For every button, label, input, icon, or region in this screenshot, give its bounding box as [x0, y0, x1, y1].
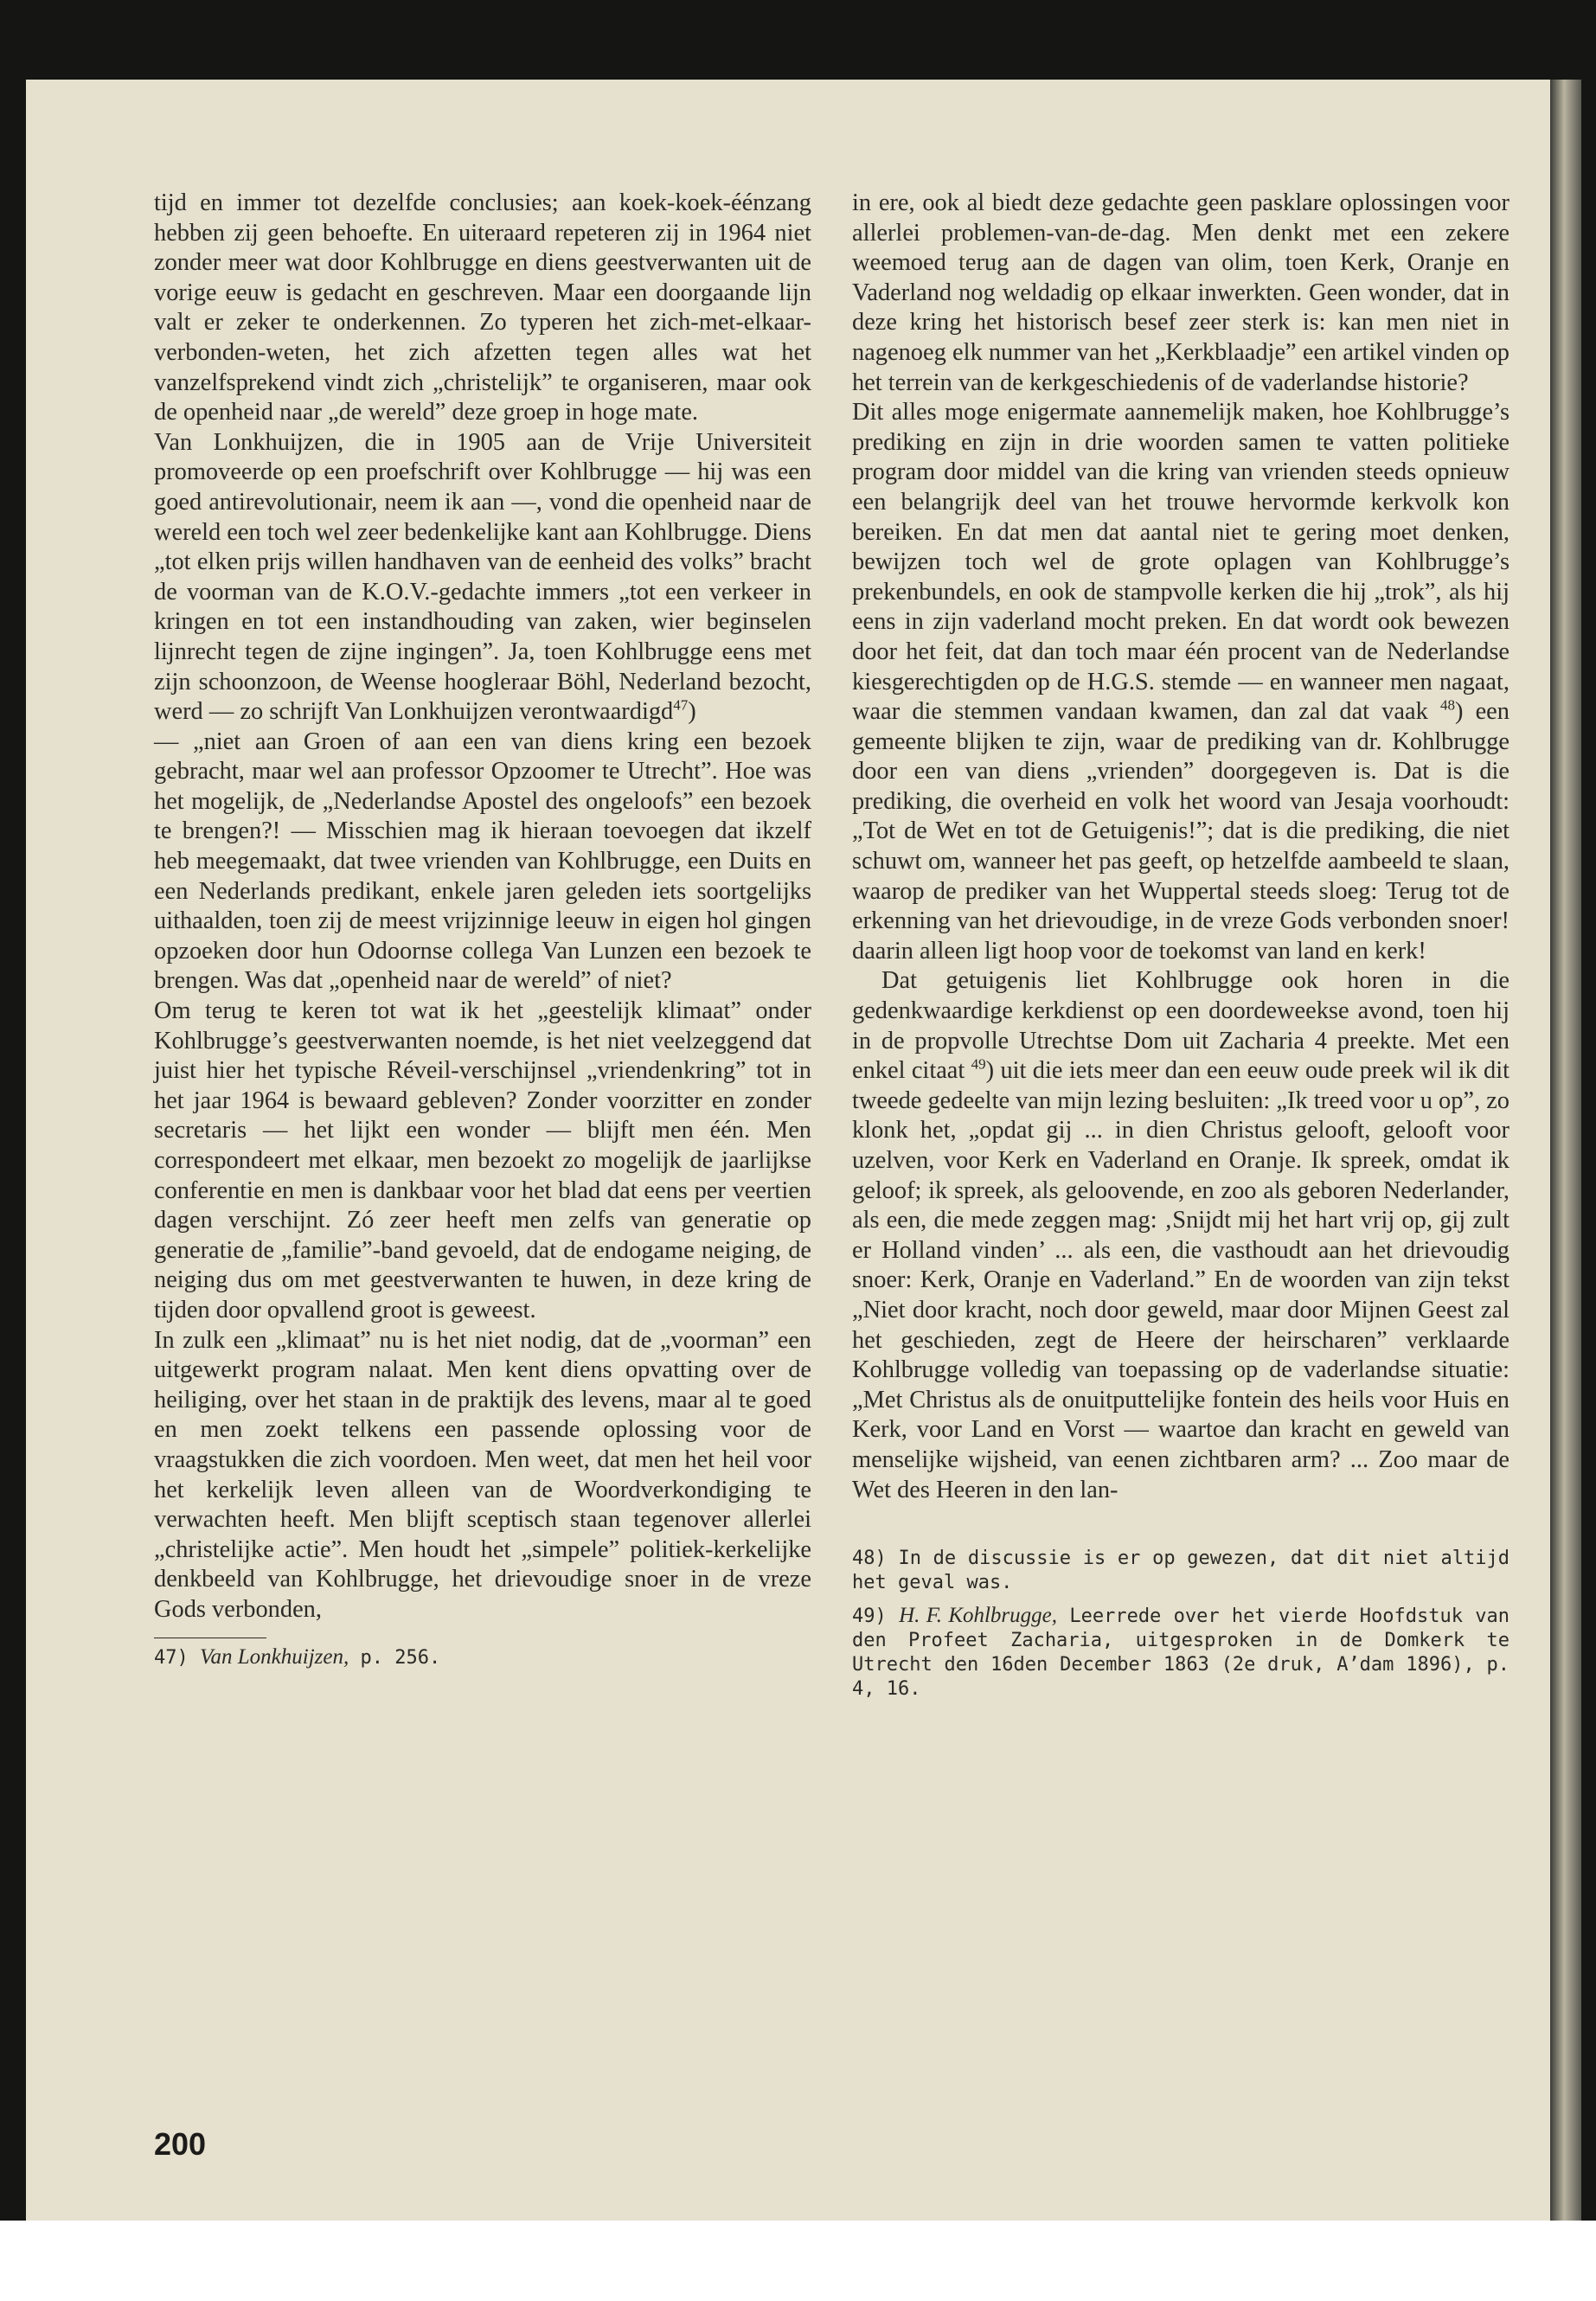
left-column	[154, 189, 811, 1670]
footnote-text: p. 256.	[360, 1646, 441, 1669]
paragraph	[852, 966, 1509, 1505]
footnote-ref-48: 48	[1439, 696, 1455, 714]
paragraph-text: Van Lonkhuijzen, die in 1905 aan de Vrije Universiteit promoveerde op een proefschrift over Kohlbrugge — hij was een goed antirevolutionair, neem ik aan —, vond die openheid naar de wereld een toch wel zeer bedenkelijke kant aan Kohlbrugge. Diens „tot elken prijs willen handhaven van de eenheid des volks” bracht de voorman van de K.O.V.-gedachte immers „tot een verkeer in kringen en tot een instandhouding van zaken, wier beginselen lijnrecht tegen de zijne ingingen”. Ja, toen Kohlbrugge eens met zijn schoonzoon, de Weense hoogleraar Böhl, Nederland bezocht, werd — zo schrijft Van Lonkhuijzen verontwaardigd	[154, 428, 811, 726]
footnote-ref-49: 49	[971, 1055, 986, 1073]
footnote-ref-47: 47	[673, 696, 689, 714]
right-column	[852, 189, 1509, 1710]
paragraph-text: Dat getuigenis liet Kohlbrugge ook horen in die gedenkwaardige kerkdienst op een doordeweekse avond, toen hij in de propvolle Utrechtse Dom uit Zacharia 4 preekte. Met een enkel citaat	[852, 967, 1509, 1085]
paragraph: Van Lonkhuijzen, die in 1905 aan de Vrije Universiteit promoveerde op een proefschrift over Kohlbrugge — hij was een goed antirevolutionair, neem ik aan —, vond die openheid naar de wereld een toch wel zeer bedenkelijke kant aan Kohlbrugge. Diens „tot elken prijs willen handhaven van de eenheid des volks” bracht de voorman van de K.O.V.-gedachte immers „tot een verkeer in kringen en tot een instandhouding van zaken, wier beginselen lijnrecht tegen de zijne ingingen”. Ja, toen Kohlbrugge eens met zijn schoonzoon, de Weense hoogleraar Böhl, Nederland bezocht, werd — zo schrijft Van Lonkhuijzen verontwaardigd$^{47}$)	[154, 428, 811, 726]
footnote-47	[154, 1645, 811, 1670]
paragraph-text: ) uit die iets meer dan een eeuw oude preek wil ik dit tweede gedeelte van mijn lezing besluiten: „Ik treed voor u op”, zo klonk het, „opdat gij ... in dien Christus gelooft, gelooft voor uzelven, voor Kerk en Vaderland en Oranje. Ik spreek, omdat ik geloof; ik spreek, als geloovende, en zoo als geboren Nederlander, als een, die mede zeggen mag: ‚Snijdt mij het hart vrij op, gij zult er Holland vinden’ ... als een, die vasthoudt aan het drievoudig snoer: Kerk, Oranje en Vaderland.” En de woorden van zijn tekst „Niet door kracht, noch door geweld, maar door Mijnen Geest zal het geschieden, zegt de Heere der heirscharen” verklaarde Kohlbrugge volledig van toepassing op de vaderlandse situatie: „Met Christus als de onuitputtelijke fontein des heils voor Huis en Kerk, voor Land en Vorst — waartoe dan kracht en geweld van menselijke wijsheid, van eenen zichtbaren arm? ... Zoo maar de Wet des Heeren in den lan-	[852, 1057, 1510, 1503]
footnote-49	[852, 1604, 1509, 1702]
paragraph: Om terug te keren tot wat ik het „geestelijk klimaat” onder Kohlbrugge’s geestverwanten noemde, is het niet veelzeggend dat juist hier het typische Réveil-verschijnsel „vriendenkring” tot in het jaar 1964 is bewaard gebleven? Zonder voorzitter en zonder secretaris — het lijkt een wonder — blijft men één. Men correspondeert met elkaar, men bezoekt zo mogelijk de jaarlijkse conferentie en men is dankbaar voor het blad dat eens per veertien dagen verschijnt. Zó zeer heeft men zelfs van generatie op generatie de „familie”-band gevoeld, dat de endogame neiging, de neiging dus om met geestverwanten te huwen, in deze kring de tijden door opvallend groot is geweest.	[154, 997, 811, 1324]
scan-margin	[0, 2221, 1596, 2301]
footnote-48	[852, 1547, 1509, 1595]
page-edge	[1550, 80, 1581, 2221]
paragraph-text: ) een gemeente blijken te zijn, waar de prediking van dr. Kohlbrugge door een van diens „vrienden” doorgegeven is. Dat is die prediking, die overheid en volk het woord van Jesaja voorhoudt: „Tot de Wet en tot de Getuigenis!”; dat is die prediking, die niet schuwt om, wanneer het pas geeft, op hetzelfde aambeeld te slaan, waarop de prediker van het Wuppertal steeds sloeg: Terug tot de erkenning van het drievoudige, in de vreze Gods verbonden snoer! daarin alleen ligt hoop voor de toekomst van land en kerk!	[852, 698, 1509, 965]
footnote-number: 48)	[852, 1548, 887, 1570]
footnote-text: Leerrede over het vierde Hoofdstuk van den Profeet Zacharia, uitgesproken in de Domkerk te Utrecht den 16den December 1863 (2e druk, A’dam 1896), p. 4, 16.	[852, 1606, 1509, 1701]
footnote-number: 47)	[154, 1646, 189, 1669]
paragraph: In zulk een „klimaat” nu is het niet nodig, dat de „voorman” een uitgewerkt program nalaat. Men kent diens opvatting over de heiliging, over het staan in de praktijk des levens, maar al te goed en men zoekt telkens een passende oplossing voor de vraagstukken die zich voordoen. Men weet, dat men het heil voor het kerkelijk leven alleen van de Woordverkondiging te verwachten heeft. Men blijft sceptisch staan tegenover allerlei „christelijke actie”. Men houdt het „simpele” politiek-kerkelijke denkbeeld van Kohlbrugge, het drievoudige snoer in de vreze Gods verbonden,	[154, 1326, 811, 1623]
footnotes	[852, 1547, 1509, 1702]
page-number: 200	[154, 2126, 207, 2162]
footnote-author: H. F. Kohlbrugge,	[899, 1604, 1058, 1628]
paragraph-text: Dit alles moge enigermate aannemelijk maken, hoe Kohlbrugge’s prediking en zijn in drie woorden samen te vatten politieke program door middel van die kring van vrienden steeds opnieuw een belangrijk deel van het trouwe hervormde kerkvolk kon bereiken. En dat men dat aantal niet te gering moet denken, bewijzen toch wel de grote oplagen van Kohlbrugge’s prekenbundels, en ook de stampvolle kerken die hij „trok”, als hij eens in zijn vaderland mocht preken. En dat wordt ook bewezen door het feit, dat dan toch maar één procent van de Nederlandse kiesgerechtigden op de H.G.S. stemde — en wanneer men nagaat, waar die stemmen vandaan kwamen, dan zal dat vaak	[852, 399, 1509, 726]
footnote-number: 49)	[852, 1606, 887, 1628]
paragraph	[852, 398, 1509, 966]
footnote-text: In de discussie is er op gewezen, dat dit niet altijd het geval was.	[852, 1548, 1509, 1594]
paragraph: in ere, ook al biedt deze gedachte geen pasklare oplossingen voor allerlei problemen-van-de-dag. Men denkt met een zekere weemoed terug aan de dagen van olim, toen Kerk, Oranje en Vaderland nog weldadig op elkaar inwerkten. Geen wonder, dat in deze kring het historisch besef zeer sterk is: kan men niet in nagenoeg elk nummer van het „Kerkblaadje” een artikel vinden op het terrein van de kerkgeschiedenis of de vaderlandse historie?	[852, 189, 1509, 396]
footnote-author: Van Lonkhuijzen,	[200, 1644, 349, 1669]
paragraph: tijd en immer tot dezelfde conclusies; aan koek-koek-éénzang hebben zij geen behoefte. En uiteraard repeteren zij in 1964 niet zonder meer wat door Kohlbrugge en diens geestverwanten uit de vorige eeuw is gedacht en geschreven. Maar een doorgaande lijn valt er zeker te onderkennen. Zo typeren het zich-met-elkaar-verbonden-weten, het zich afzetten tegen alles wat het vanzelfsprekend vindt zich „christelijk” te organiseren, maar ook de openheid naar „de wereld” deze groep in hoge mate.	[154, 189, 811, 426]
paragraph: — „niet aan Groen of aan een van diens kring een bezoek gebracht, maar wel aan professor Opzoomer te Utrecht”. Hoe was het mogelijk, de „Nederlandse Apostel des ongeloofs” een bezoek te brengen?! — Misschien mag ik hieraan toevoegen dat ikzelf heb meegemaakt, dat twee vrienden van Kohlbrugge, een Duits en een Nederlands predikant, enkele jaren geleden iets soortgelijks uithaalden, toen zij de meest vrijzinnige leeuw in eigen hol gingen opzoeken door hun Odoornse collega Van Lunzen een bezoek te brengen. Was dat „openheid naar de wereld” of niet?	[154, 727, 811, 995]
